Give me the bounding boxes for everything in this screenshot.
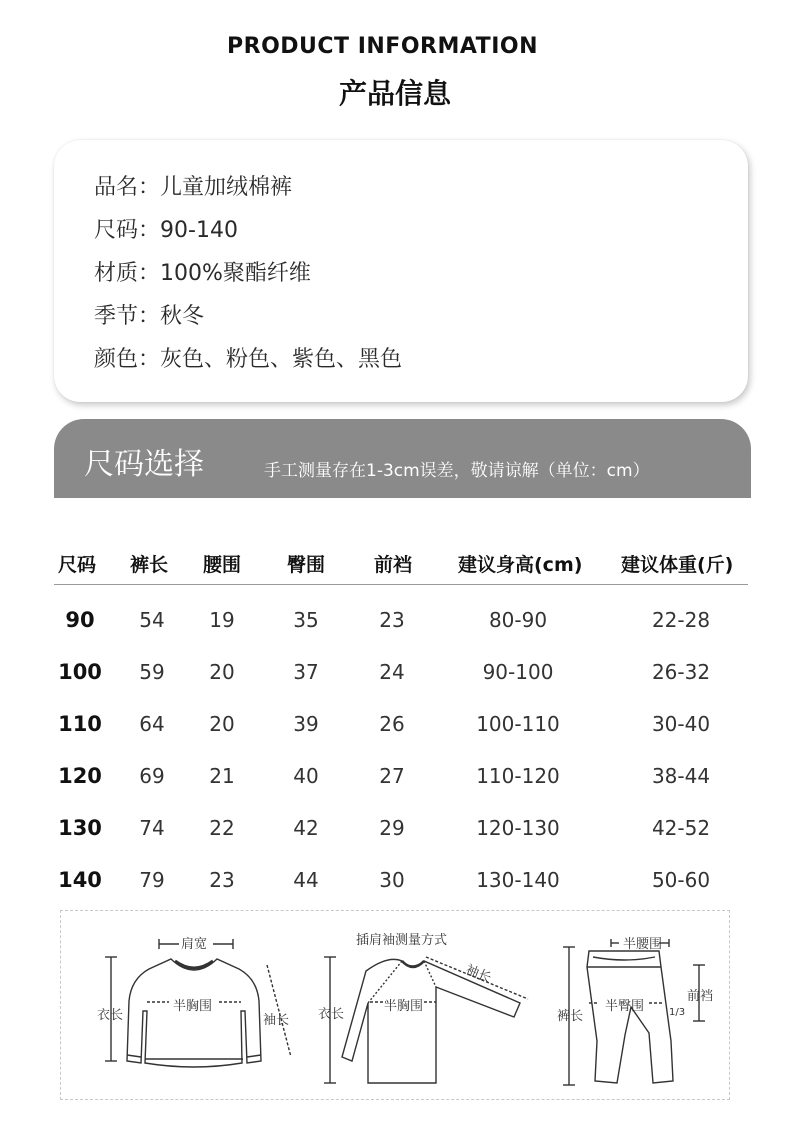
table-cell: 100-110 (476, 712, 560, 736)
table-cell: 42 (293, 816, 319, 840)
table-cell: 20 (209, 660, 235, 684)
info-row-material (94, 256, 311, 287)
size-section-banner (54, 419, 751, 498)
label-front-rise: 前裆 (687, 989, 714, 1004)
table-cell: 23 (379, 608, 405, 632)
table-cell: 80-90 (488, 608, 548, 632)
table-cell: 40 (293, 764, 319, 788)
page-title-cn: 产品信息 (338, 77, 451, 110)
table-cell: 35 (293, 608, 319, 632)
table-cell: 44 (293, 868, 319, 892)
page-title-en: PRODUCT INFORMATION (227, 34, 538, 59)
label-shoulder-width: 肩宽 (181, 937, 208, 952)
table-cell: 79 (139, 868, 165, 892)
table-cell: 54 (139, 608, 165, 632)
info-label: 颜色： (94, 347, 161, 372)
table-header: 裤长 (130, 554, 169, 576)
table-size-cell: 100 (58, 660, 102, 684)
table-header: 臀围 (287, 554, 326, 576)
table-size-cell: 130 (58, 816, 102, 840)
info-value: 灰色、粉色、紫色、黑色 (160, 347, 403, 372)
size-section-title: 尺码选择 (84, 447, 204, 482)
table-size-cell: 90 (65, 608, 95, 632)
size-section-note: 手工测量存在1-3cm误差，敬请谅解（单位：cm） (264, 461, 650, 481)
table-cell: 37 (293, 660, 319, 684)
table-header: 尺码 (58, 554, 97, 576)
info-value: 儿童加绒棉裤 (160, 175, 293, 200)
table-header: 建议体重(斤) (621, 554, 734, 576)
table-cell: 110-120 (476, 764, 560, 788)
table-cell: 22 (209, 816, 235, 840)
info-value: 秋冬 (160, 304, 205, 329)
table-cell: 24 (379, 660, 405, 684)
info-row-name (94, 170, 292, 201)
label-body-length: 衣长 (318, 1007, 345, 1022)
table-cell: 74 (139, 816, 165, 840)
label-sleeve-length: 袖长 (263, 1013, 290, 1028)
label-body-length: 衣长 (97, 1008, 124, 1023)
pants-diagram (541, 911, 731, 1101)
measurement-diagrams (60, 910, 730, 1100)
table-cell: 30-40 (651, 712, 711, 736)
table-size-cell: 120 (58, 764, 102, 788)
table-cell: 22-28 (651, 608, 711, 632)
table-cell: 30 (379, 868, 405, 892)
table-cell: 20 (209, 712, 235, 736)
table-cell: 27 (379, 764, 405, 788)
table-cell: 59 (139, 660, 165, 684)
table-cell: 69 (139, 764, 165, 788)
label-rise-fraction: 1/3 (669, 1007, 686, 1018)
table-cell: 64 (139, 712, 165, 736)
product-info-card (54, 140, 748, 402)
label-half-chest: 半胸围 (384, 999, 424, 1014)
table-header: 前裆 (374, 554, 413, 576)
table-cell: 50-60 (651, 868, 711, 892)
table-header-divider (54, 584, 748, 585)
table-size-cell: 140 (58, 868, 102, 892)
table-cell: 23 (209, 868, 235, 892)
info-row-size (94, 213, 238, 244)
table-cell: 42-52 (651, 816, 711, 840)
table-cell: 39 (293, 712, 319, 736)
table-cell: 26-32 (651, 660, 711, 684)
info-row-season (94, 299, 204, 330)
table-cell: 19 (209, 608, 235, 632)
label-pants-length: 裤长 (557, 1009, 584, 1024)
table-cell: 29 (379, 816, 405, 840)
info-row-color (94, 342, 402, 373)
table-cell: 26 (379, 712, 405, 736)
label-half-hip: 半臀围 (605, 999, 645, 1014)
info-label: 材质： (94, 261, 161, 286)
table-header: 腰围 (203, 554, 242, 576)
table-size-cell: 110 (58, 712, 102, 736)
label-half-waist: 半腰围 (623, 937, 663, 952)
label-sleeve-length: 袖长 (463, 962, 494, 987)
info-value: 90-140 (160, 218, 238, 243)
table-cell: 38-44 (651, 764, 711, 788)
table-header: 建议身高(cm) (458, 554, 583, 576)
raglan-diagram (306, 911, 536, 1101)
table-cell: 90-100 (482, 660, 554, 684)
table-cell: 120-130 (476, 816, 560, 840)
info-value: 100%聚酯纤维 (160, 261, 311, 286)
table-cell: 21 (209, 764, 235, 788)
raglan-title: 插肩袖测量方式 (356, 933, 448, 948)
sweater-diagram (61, 911, 291, 1101)
info-label: 品名： (94, 175, 161, 200)
label-half-chest: 半胸围 (173, 999, 213, 1014)
info-label: 尺码： (94, 218, 161, 243)
table-cell: 130-140 (476, 868, 560, 892)
info-label: 季节： (94, 304, 161, 329)
